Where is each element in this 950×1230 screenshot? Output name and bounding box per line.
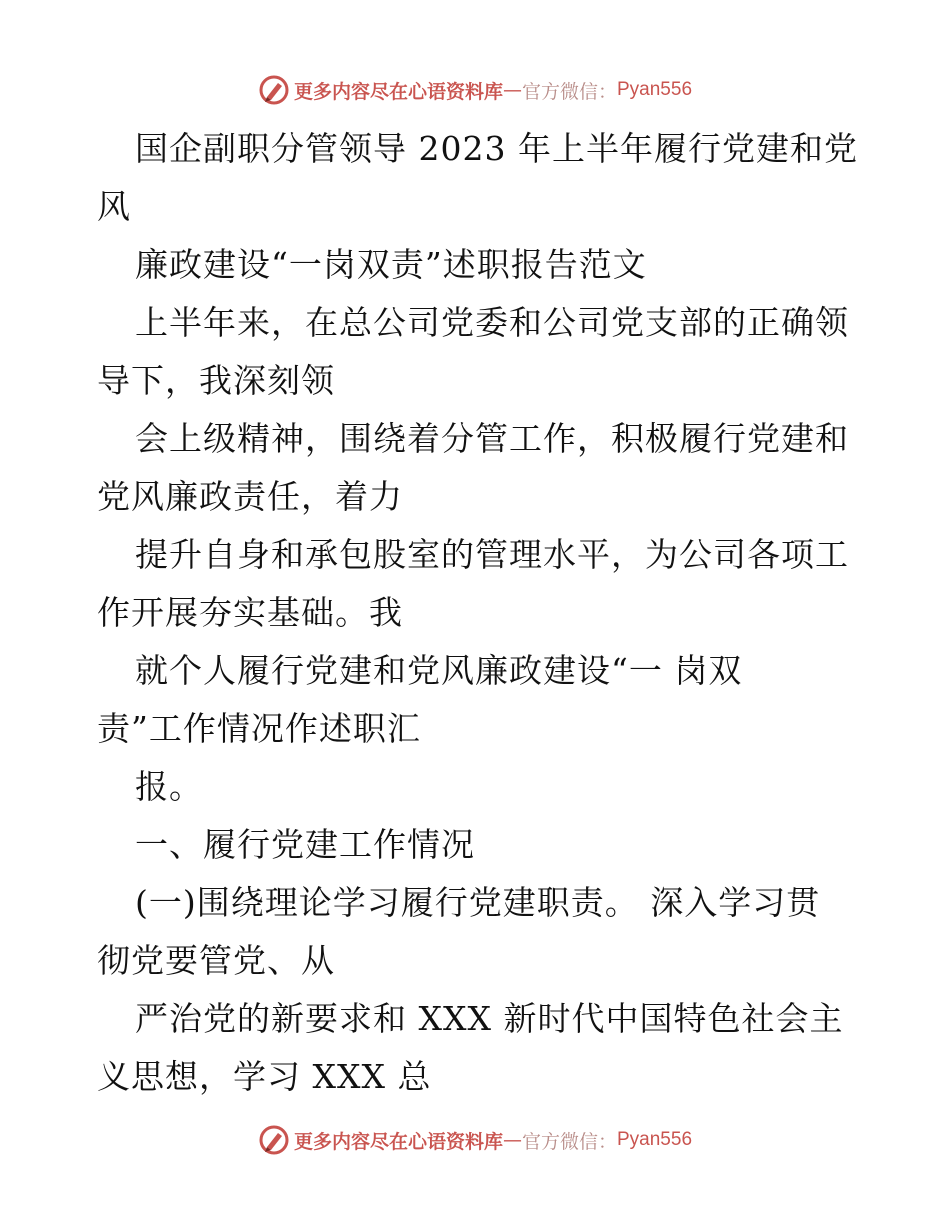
paragraph-line-wrap: 责”工作情况作述职汇 [97,709,421,748]
watermark-id: Pyan556 [617,1129,693,1150]
paragraph-line: 就个人履行党建和党风廉政建设“一 岗双 [135,651,743,690]
watermark-footer [0,1120,950,1160]
title-line-1-wrap: 风 [97,187,131,226]
paragraph-line: 上半年来，在总公司党委和公司党支部的正确领 [135,303,849,342]
pen-logo-icon [258,1124,290,1156]
subsection-line: (一)围绕理论学习履行党建职责。 深入学习贯 [135,883,821,922]
paragraph-line: 会上级精神，围绕着分管工作，积极履行党建和 [135,419,849,458]
paragraph-line: 提升自身和承包股室的管理水平，为公司各项工 [135,535,849,574]
paragraph-line-wrap: 党风廉政责任，着力 [97,477,403,516]
paragraph-line-wrap: 导下，我深刻领 [97,361,335,400]
watermark-label: 官方微信： [521,1130,617,1153]
paragraph-line: 严治党的新要求和 XXX 新时代中国特色社会主 [135,999,844,1038]
paragraph-line-wrap: 作开展夯实基础。我 [97,593,403,632]
watermark-dash: — [502,1129,522,1151]
title-line-1: 国企副职分管领导 2023 年上半年履行党建和党 [135,129,858,168]
watermark-text: 更多内容尽在心语资料库 [293,80,503,103]
title-line-2: 廉政建设“一岗双责”述职报告范文 [135,245,647,284]
section-heading: 一、履行党建工作情况 [135,825,475,864]
subsection-line-wrap: 彻党要管党、从 [97,941,335,980]
paragraph-line-wrap: 义思想，学习 XXX 总 [97,1057,432,1096]
watermark-id: Pyan556 [617,79,693,100]
paragraph-line: 报。 [135,767,203,806]
watermark-text: 更多内容尽在心语资料库 [293,1130,503,1153]
pen-logo-icon [258,74,290,106]
watermark-header [0,70,950,110]
watermark-dash: — [502,79,522,101]
document-body [97,120,857,1106]
watermark-label: 官方微信： [521,80,617,103]
